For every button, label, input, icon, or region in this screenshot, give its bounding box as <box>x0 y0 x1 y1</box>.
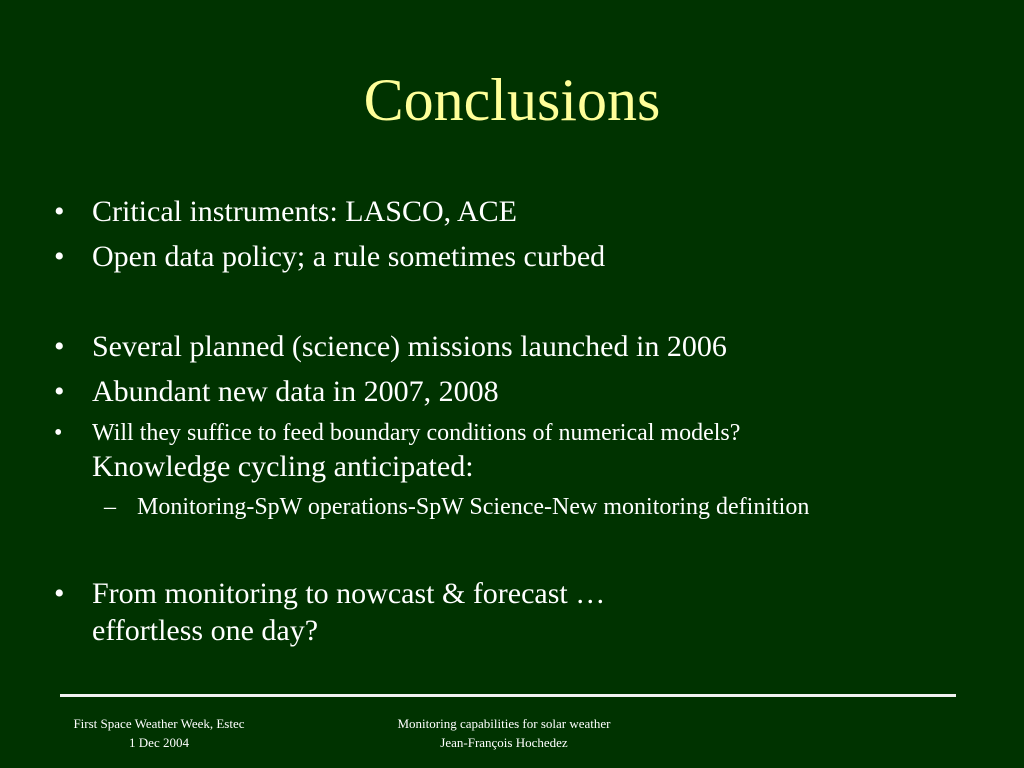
bullet-marker: • <box>54 195 65 228</box>
bullet-text: Several planned (science) missions launched in 2006 <box>92 330 727 363</box>
bullet-marker: • <box>54 330 65 363</box>
bullet-text: Critical instruments: LASCO, ACE <box>92 195 517 228</box>
footer-divider <box>60 694 956 697</box>
bullet-text: Will they suffice to feed boundary conditions of numerical models? <box>92 420 741 446</box>
bullet-marker: • <box>54 375 65 408</box>
bullet-continuation-text: Knowledge cycling anticipated: <box>92 450 474 483</box>
footer-talk-title: Monitoring capabilities for solar weather <box>397 716 611 731</box>
footer-event: First Space Weather Week, Estec <box>73 716 245 731</box>
bullet-marker: • <box>54 577 65 610</box>
dash-marker: – <box>104 494 116 520</box>
slide-title: Conclusions <box>363 67 661 133</box>
footer-left <box>55 714 263 752</box>
sub-bullet-text: Monitoring-SpW operations-SpW Science-New monitoring definition <box>137 494 810 520</box>
footer-author: Jean-François Hochedez <box>440 735 568 750</box>
bullet-text: Open data policy; a rule sometimes curbed <box>92 240 606 273</box>
bullet-marker: • <box>54 240 65 273</box>
footer-center <box>370 714 638 752</box>
bullet-marker: • <box>54 420 63 446</box>
bullet-continuation-text: effortless one day? <box>92 614 319 647</box>
bullet-text: From monitoring to nowcast & forecast … <box>92 577 606 610</box>
bullet-text: Abundant new data in 2007, 2008 <box>92 375 499 408</box>
footer-date: 1 Dec 2004 <box>129 735 189 750</box>
